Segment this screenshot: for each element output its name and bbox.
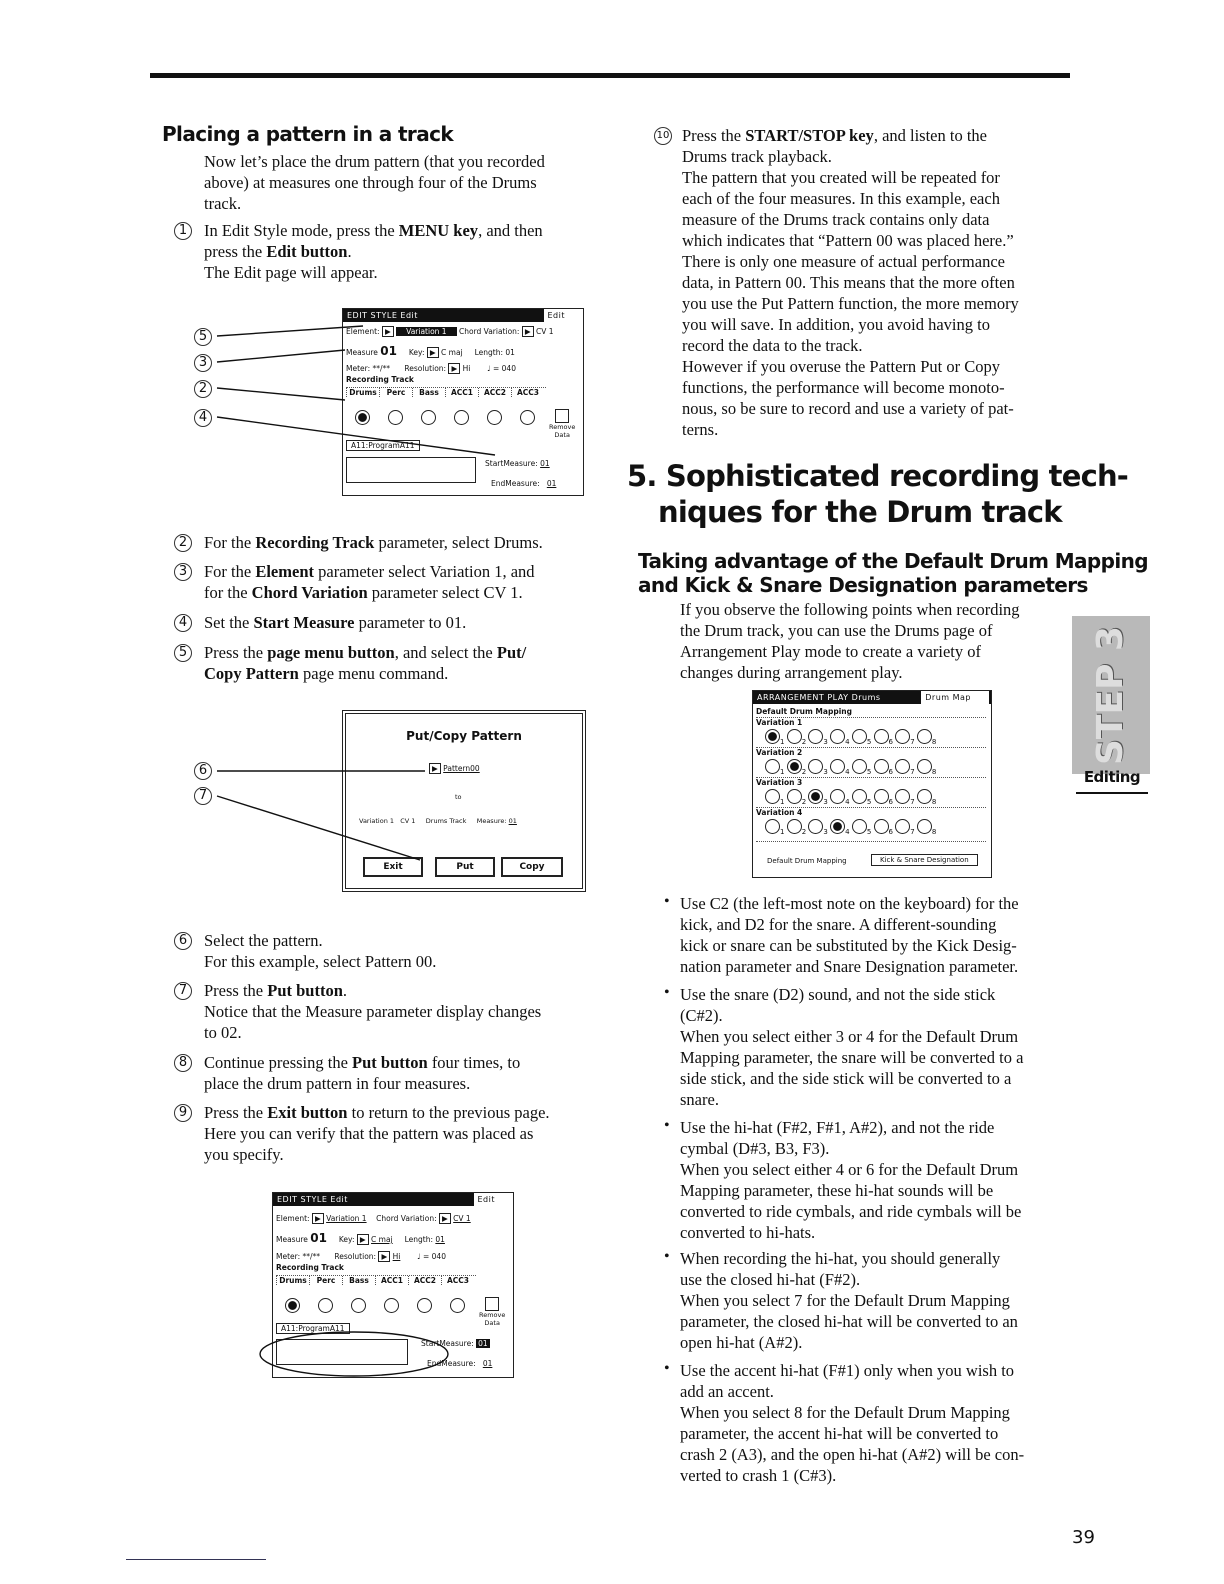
tab-kick-snare-designation[interactable]: Kick & Snare Designation xyxy=(871,854,978,866)
bullet-item: When recording the hi-hat, you should generally use the closed hi-hat (F#2). When you select 7 for the Default Drum Mapping parameter, the closed hi-hat will be converted to an open hi-hat (A#2). xyxy=(680,1249,1018,1352)
bullet-icon: • xyxy=(664,1117,670,1134)
bullet-item: Use the snare (D2) sound, and not the side stick (C#2). When you select either 3 or 4 for the Default Drum Mapping parameter, the snare will be converted to a side stick, and the side stick will be converted to a snare. xyxy=(680,985,1024,1109)
variation-2-radios: 1 2 3 4 5 6 7 8 xyxy=(765,759,936,776)
callout-number: 7 xyxy=(194,787,212,805)
step-6-text: Select the pattern. For this example, select Pattern 00. xyxy=(204,931,437,971)
top-rule xyxy=(150,73,1070,78)
bullet-icon: • xyxy=(664,893,670,910)
step-number: 9 xyxy=(174,1104,192,1122)
radio xyxy=(351,1298,366,1313)
step-number: 4 xyxy=(174,614,192,632)
radio-selected xyxy=(285,1298,300,1313)
callout-number: 3 xyxy=(194,354,212,372)
tab-default-drum-mapping[interactable]: Default Drum Mapping xyxy=(767,857,847,865)
page-number: 39 xyxy=(1072,1527,1095,1548)
callout-number: 2 xyxy=(194,380,212,398)
step-2-text: For the Recording Track parameter, select Drums. xyxy=(204,533,543,552)
radio xyxy=(384,1298,399,1313)
section-heading-placing-pattern: Placing a pattern in a track xyxy=(162,122,454,146)
dialog-title: Put/Copy Pattern xyxy=(406,729,522,743)
bullet-item: Use C2 (the left-most note on the keyboard) for the kick, and D2 for the snare. A different-sounding kick or snare can be substituted by the Kick Desig- nation parameter and Snare Designation parameter. xyxy=(680,894,1019,976)
bullet-icon: • xyxy=(664,1248,670,1265)
bullet-icon: • xyxy=(664,984,670,1001)
variation-3-radios: 1 2 3 4 5 6 7 8 xyxy=(765,789,936,806)
edit-style-screen-1: EDIT STYLE Edit Edit Element: ▶ Variation 1 Chord Variation: ▶ CV 1 Measure 01 Key: ▶ C maj Length: 01 Meter: **/** Resolution: ▶ Hi ♩ = 040 Recording Track Drums Perc Bass ACC1 ACC2 ACC3 Remove Data A11:ProgramA11 StartMeasure: 01 EndMeasure: 01 xyxy=(342,308,584,496)
track-selector: Drums Perc Bass ACC1 ACC2 ACC3 xyxy=(346,387,546,432)
radio xyxy=(450,1298,465,1313)
step-3-text: For the Element parameter select Variation 1, and for the Chord Variation parameter select CV 1. xyxy=(204,562,535,602)
put-button[interactable]: Put xyxy=(435,857,495,877)
step-number: 1 xyxy=(174,222,192,240)
step-4-text: Set the Start Measure parameter to 01. xyxy=(204,613,467,632)
screen-title-bar: EDIT STYLE Edit Edit xyxy=(273,1193,513,1206)
step-5-text: Press the page menu button, and select the Put/ Copy Pattern page menu command. xyxy=(204,643,527,683)
step-number: 6 xyxy=(174,932,192,950)
radio xyxy=(417,1298,432,1313)
exit-button[interactable]: Exit xyxy=(363,857,423,877)
footer-line xyxy=(126,1559,266,1560)
step-7-text: Press the Put button. Notice that the Measure parameter display changes to 02. xyxy=(204,981,542,1042)
step-8-text: Continue pressing the Put button four times, to place the drum pattern in four measures. xyxy=(204,1053,521,1093)
step-number: 8 xyxy=(174,1054,192,1072)
callout-number: 4 xyxy=(194,409,212,427)
step-number: 2 xyxy=(174,534,192,552)
put-copy-pattern-dialog: Put/Copy Pattern ▶ Pattern00 to Variation 1 CV 1 Drums Track Measure: 01 Exit Put Copy xyxy=(342,710,586,892)
variation-1-radios: 1 2 3 4 5 6 7 8 xyxy=(765,729,936,746)
step-number: 7 xyxy=(174,982,192,1000)
screen-title-bar: ARRANGEMENT PLAY Drums Drum Map xyxy=(753,691,991,704)
radio xyxy=(520,410,535,425)
bullet-item: Use the hi-hat (F#2, F#1, A#2), and not the ride cymbal (D#3, B3, F3). When you select either 4 or 6 for the Default Drum Mapping parameter, these hi-hat sounds will be converted to ride cymbals, and ride cymbals will be converted to hi-hats. xyxy=(680,1118,1022,1242)
screen-title-bar: EDIT STYLE Edit Edit xyxy=(343,309,583,322)
copy-button[interactable]: Copy xyxy=(501,857,563,877)
step-number: 10 xyxy=(654,127,672,145)
section-title: 5. Sophisticated recording tech- niques for the Drum track xyxy=(627,459,1129,529)
arrangement-play-drums-screen: ARRANGEMENT PLAY Drums Drum Map Default Drum Mapping Variation 1 1 2 3 4 5 6 7 8 Variation 2 1 2 3 4 5 6 7 8 Variation 3 1 2 3 4 5 6 7 8 Variation 4 1 2 3 4 5 6 7 8 Default Drum Mapping Kick & Snare Designation xyxy=(752,690,992,878)
sub-intro-paragraph: If you observe the following points when recording the Drum track, you can use the Drums page of Arrangement Play mode to create a variety of changes during arrangement play. xyxy=(680,600,1020,682)
screen-1-callout-lines xyxy=(195,320,515,470)
sub-heading-default-drum-mapping: Taking advantage of the Default Drum Mapping and Kick & Snare Designation parameters xyxy=(638,549,1148,597)
bullet-item: Use the accent hi-hat (F#1) only when you wish to add an accent. When you select 8 for the Default Drum Mapping parameter, the accent hi-hat will be converted to crash 2 (A3), and the open hi-hat (A#2) will be con- verted to crash 1 (C#3). xyxy=(680,1361,1025,1485)
intro-paragraph xyxy=(204,151,545,214)
screen-2-callout-lines xyxy=(195,760,455,870)
editing-tab-label: Editing xyxy=(1076,768,1148,794)
variation-4-radios: 1 2 3 4 5 6 7 8 xyxy=(765,819,936,836)
intro-line: Now let’s place the drum pattern (that you recorded xyxy=(204,152,545,171)
radio xyxy=(318,1298,333,1313)
step-number: 5 xyxy=(174,644,192,662)
highlight-ellipse xyxy=(256,1328,456,1384)
callout-number: 5 xyxy=(194,328,212,346)
step-number: 3 xyxy=(174,563,192,581)
step-9-text: Press the Exit button to return to the previous page. Here you can verify that the pattern was placed as you specify. xyxy=(204,1103,550,1164)
intro-line: track. xyxy=(204,194,242,213)
edit-style-screen-2: EDIT STYLE Edit Edit Element: ▶ Variation 1 Chord Variation: ▶ CV 1 Measure 01 Key: ▶ C maj Length: 01 Meter: **/** Resolution: ▶ Hi ♩ = 040 Recording Track Drums Perc Bass ACC1 ACC2 ACC3 Remove Data A11:ProgramA11 StartMeasure: 01 EndMeasure: 01 xyxy=(272,1192,514,1378)
step-tab-label: STEP 3 xyxy=(1090,625,1131,765)
bullet-icon: • xyxy=(664,1360,670,1377)
intro-line: above) at measures one through four of the Drums xyxy=(204,173,537,192)
step-10-text: Press the START/STOP key, and listen to the Drums track playback. The pattern that you created will be repeated for each of the four measures. In this example, each measure of the Drums track contains only data which indicates that “Pattern 00 was placed here.” There is only one measure of actual performance data, in Pattern 00. This means that the more often you use the Put Pattern function, the more memory you will save. In addition, you avoid having to record the data to the track. However if you overuse the Pattern Put or Copy functions, the performance will become monoto- nous, so be sure to record and use a variety of pat- terns. xyxy=(682,126,1019,439)
callout-number: 6 xyxy=(194,762,212,780)
track-selector: Drums Perc Bass ACC1 ACC2 ACC3 xyxy=(276,1275,476,1320)
step-1-text: In Edit Style mode, press the MENU key, and then press the Edit button. The Edit page will appear. xyxy=(204,221,543,282)
